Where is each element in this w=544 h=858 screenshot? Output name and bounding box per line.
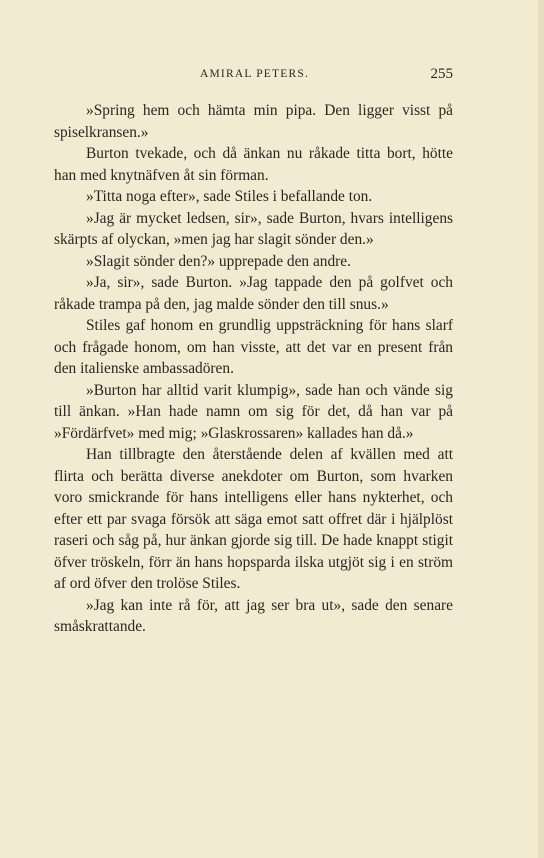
page-number: 255	[430, 66, 453, 82]
paragraph: »Titta noga efter», sade Stiles i befallande ton.	[86, 188, 373, 205]
paragraph: »Jag är mycket ledsen, sir», sade Burton, hvars intelligens skärpts af olyckan, »men jag har slagit sönder den.»	[54, 209, 453, 248]
paragraph: Stiles gaf honom en grundlig uppsträckning för hans slarf och frågade honom, om han visste, att det var en present från den italienske ambassadören.	[54, 317, 453, 377]
paragraph: »Spring hem och hämta min pipa. Den ligger visst på spiselkransen.»	[54, 102, 453, 141]
running-head: AMIRAL PETERS.	[200, 68, 310, 80]
paragraph: Burton tvekade, och då änkan nu råkade titta bort, hötte han med knytnäfven åt sin förman.	[54, 145, 453, 184]
paragraph: »Ja, sir», sade Burton. »Jag tappade den på golfvet och råkade trampa på den, jag malde sönder den till snus.»	[54, 274, 453, 313]
paragraph: »Jag kan inte rå för, att jag ser bra ut», sade den senare småskrattande.	[54, 596, 453, 635]
paragraph: »Slagit sönder den?» upprepade den andre.	[86, 252, 351, 270]
paragraph: Han tillbragte den återstående delen af kvällen med att flirta och berätta diverse anekdoter om Burton, som hvarken voro smickrande för hans intelligens eller hans nykterhet, och efter ett par svaga försök att säga emot satt offret där i hjälplöst raseri och såg på, hur änkan gjorde sig till. De hade knappt stigit öfver tröskeln, förr än hans hopsparda ilska utgjöt sig i en ström af ord öfver den trolöse Stiles.	[54, 446, 453, 592]
body-text	[54, 100, 453, 638]
paragraph: »Burton har alltid varit klumpig», sade han och vände sig till änkan. »Han hade namn om sig för det, då han var på »Fördärfvet» med mig; »Glaskrossaren» kallades han då.»	[54, 381, 453, 442]
page-header	[54, 66, 453, 86]
